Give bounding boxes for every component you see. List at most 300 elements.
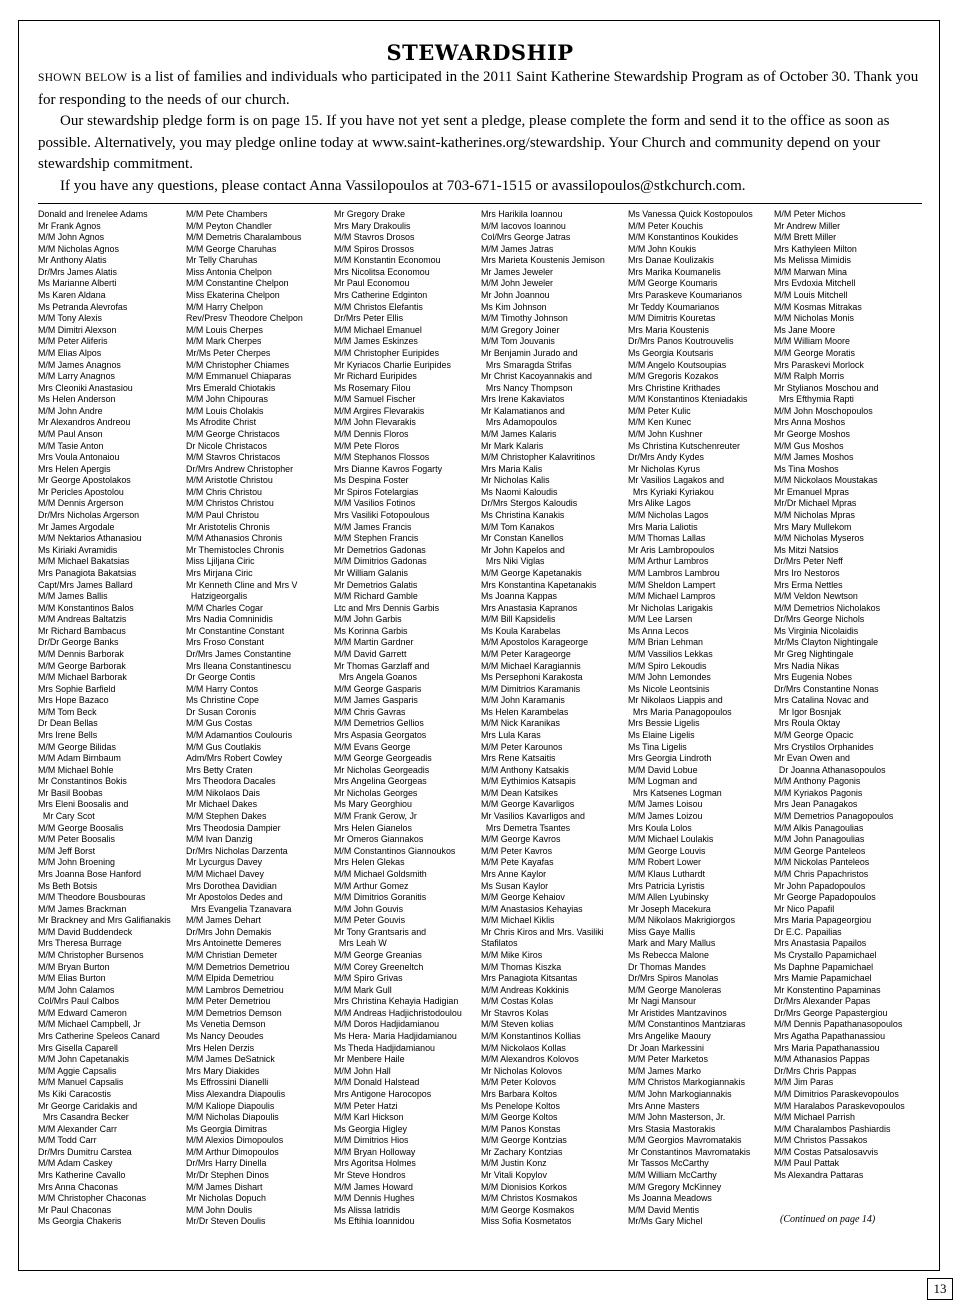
donor-name: M/M Logman and <box>628 776 698 787</box>
donor-name: M/M David Garrett <box>334 648 407 659</box>
donor-name: Mr Konstentino Papaminas <box>774 984 881 995</box>
donor-name: M/M Christopher Kalavritinos <box>481 452 595 463</box>
donor-name: M/M Theodore Bousbouras <box>38 892 146 903</box>
donor-name: Mr George Papadopoulos <box>774 892 876 903</box>
donor-name: Mr Michael Dakes <box>186 799 258 810</box>
donor-name: Ms Melissa Mimidis <box>774 255 851 266</box>
donor-column-4 <box>481 209 631 1228</box>
donor-name: M/M Demetrios Gellios <box>334 718 424 729</box>
donor-name: M/M Paul Christou <box>186 510 259 521</box>
donor-name: M/M George Koltos <box>481 1112 558 1123</box>
donor-column-6 <box>774 209 924 1182</box>
donor-name: Mr Nicholas Kyrus <box>628 463 701 474</box>
donor-name: Mr Alexandros Andreou <box>38 417 131 428</box>
donor-name: M/M Bryan Burton <box>38 961 110 972</box>
donor-name: Mrs Mary Diakides <box>186 1065 260 1076</box>
intro-line1-rest: is a list of families and individuals who participated in the 2011 Saint Katherine Stewardship Program as of October 30. Thank you for responding to the needs of our church. <box>38 69 919 108</box>
donor-name: Dr/Mrs James Alatis <box>38 266 117 277</box>
donor-name: M/M Pete Chambers <box>186 209 268 219</box>
intro-paragraph-1 <box>38 67 922 111</box>
donor-name: Mr Greg Nightingale <box>774 648 854 659</box>
donor-name: Dr/Mrs Spiros Manolas <box>628 973 719 984</box>
donor-name: Mrs Bessie Ligelis <box>628 718 700 729</box>
donor-name: Dr/Mrs Alexander Papas <box>774 996 871 1007</box>
donor-name: M/M Konstantinos Kteniadakis <box>628 394 748 405</box>
donor-name: Mrs Mary Mullekom <box>774 521 852 532</box>
donor-name: M/M Christos Elefantis <box>334 301 423 312</box>
donor-name: M/M Nicholas Mpras <box>774 510 855 521</box>
donor-name: M/M John Kushner <box>628 428 703 439</box>
donor-name: M/M Louis Cherpes <box>186 324 263 335</box>
donor-name: M/M Steven kolias <box>481 1019 554 1030</box>
donor-name: M/M James Marko <box>628 1065 701 1076</box>
donor-name: Dr/Mrs Chris Pappas <box>774 1065 857 1076</box>
page-title: STEWARDSHIP <box>386 40 574 65</box>
donor-name: M/M Elpida Demetriou <box>186 973 274 984</box>
donor-name: Mrs Theodosia Dampier <box>186 822 281 833</box>
donor-name: M/M Louis Mitchell <box>774 290 848 301</box>
donor-name: M/M Constantine Chelpon <box>186 278 289 289</box>
donor-name: M/M Vassilios Lekkas <box>628 648 713 659</box>
donor-name: Mrs Christine Krithades <box>628 382 721 393</box>
donor-name: M/M Michael Karagiannis <box>481 660 581 671</box>
donor-name: Mrs Maria Papageorgiou <box>774 915 872 926</box>
donor-name: Mrs Koula Lolos <box>628 822 692 833</box>
donor-name: M/M Charalambos Pashiardis <box>774 1123 891 1134</box>
donor-name: M/M Panos Konstas <box>481 1123 561 1134</box>
donor-name: Dr/Mrs Peter Neff <box>774 556 843 567</box>
donor-name: M/M Konstantinos Balos <box>38 602 134 613</box>
donor-name: M/M Todd Carr <box>38 1135 97 1146</box>
donor-name: Mrs Iro Nestoros <box>774 567 840 578</box>
donor-name: Mr Thomas Garzlaff and <box>334 660 430 671</box>
donor-name: Mr James Jeweler <box>481 266 554 277</box>
donor-name: Mr Aristides Mantzavinos <box>628 1007 727 1018</box>
donor-name: M/M Alexandros Kolovos <box>481 1054 579 1065</box>
donor-name: M/M Peter Karounos <box>481 741 563 752</box>
donor-name: Mrs Anne Kaylor <box>481 868 547 879</box>
donor-name: Mr Kalamatianos and <box>481 405 565 416</box>
donor-name: Mrs Harikila Ioannou <box>481 209 563 219</box>
page-number: 13 <box>927 1278 953 1300</box>
donor-name: Mr Gregory Drake <box>334 209 406 219</box>
donor-name: M/M John Masterson, Jr. <box>628 1112 726 1123</box>
donor-name: Ms Elaine Ligelis <box>628 730 695 741</box>
donor-name: M/M Adamantios Coulouris <box>186 730 293 741</box>
donor-name: Mrs Vasiliki Fotopoulous <box>334 510 430 521</box>
donor-name: M/M Dimitrios Karamanis <box>481 683 581 694</box>
donor-name: M/M Argires Flevarakis <box>334 405 425 416</box>
donor-name: Ms Rosemary Filou <box>334 382 411 393</box>
donor-name: M/M George Barborak <box>38 660 126 671</box>
donor-name: Adm/Mrs Robert Cowley <box>186 753 283 764</box>
donor-name: Mr/Ms Clayton Nightingale <box>774 637 879 648</box>
donor-name: Mr Paul Economou <box>334 278 410 289</box>
donor-name: Mrs Crystilos Orphanides <box>774 741 874 752</box>
donor-name: M/M Paul Pattak <box>774 1158 840 1169</box>
donor-name: M/M Richard Gamble <box>334 591 418 602</box>
donor-name: Mrs Hope Bazaco <box>38 695 109 706</box>
donor-name: Mr/Ms Gary Michel <box>628 1216 703 1227</box>
donor-name: M/M Christos Christou <box>186 498 274 509</box>
donor-name: Mr John Papadopoulos <box>774 880 866 891</box>
donor-name: Mr Nico Papafil <box>774 903 835 914</box>
donor-name: M/M George Kehaiov <box>481 892 565 903</box>
donor-name: M/M Dennis Papathanasopoulos <box>774 1019 903 1030</box>
donor-name: Mrs Agatha Papathanassiou <box>774 1031 886 1042</box>
donor-name: M/M Peter Aliferis <box>38 336 108 347</box>
donor-name: M/M Louis Cholakis <box>186 405 264 416</box>
donor-name: Ms Susan Kaylor <box>481 880 549 891</box>
donor-name: Col/Mrs George Jatras <box>481 232 571 243</box>
donor-name: Mrs Angela Goanos <box>334 672 417 683</box>
donor-name: M/M Anthony Katsakis <box>481 764 569 775</box>
donor-name: Ms Jane Moore <box>774 324 836 335</box>
donor-name: M/M John Lemondes <box>628 672 711 683</box>
donor-name: M/M Peter Hatzi <box>334 1100 398 1111</box>
donor-name: M/M Christos Kosmakos <box>481 1193 578 1204</box>
donor-name: M/M Konstantinos Kollias <box>481 1031 581 1042</box>
donor-name: Ms Anna Lecos <box>628 625 689 636</box>
donor-name: Mr George Caridakis and <box>38 1100 138 1111</box>
donor-name: M/M Nickolaos Kollas <box>481 1042 566 1053</box>
donor-name: Mr/Dr Steven Doulis <box>186 1216 266 1227</box>
donor-name: Mrs Froso Constant <box>186 637 264 648</box>
donor-name: Dr Dean Bellas <box>38 718 98 729</box>
donor-name: M/M Alexios Dimopoulos <box>186 1135 284 1146</box>
donor-name: Ltc and Mrs Dennis Garbis <box>334 602 440 613</box>
donor-name: Mrs Maria Kalis <box>481 463 543 474</box>
donor-name: Mrs Christina Kehayia Hadigian <box>334 996 459 1007</box>
donor-name: M/M John Garbis <box>334 614 402 625</box>
donor-name: M/M Dionisios Korkos <box>481 1181 567 1192</box>
donor-name: Mrs Paraskeve Koumarianos <box>628 290 742 301</box>
donor-name: M/M John Gouvis <box>334 903 404 914</box>
donor-name: M/M Brian Lehman <box>628 637 703 648</box>
donor-name: M/M Robert Lower <box>628 857 701 868</box>
donor-name: M/M Michael Parrish <box>774 1112 855 1123</box>
donor-name: Mrs Panagiota Bakatsias <box>38 567 137 578</box>
donor-name: Mrs Alike Lagos <box>628 498 691 509</box>
donor-name: Mrs Niki Viglas <box>481 556 545 567</box>
donor-name: M/M Nickolaos Moustakas <box>774 475 878 486</box>
donor-name: Mr Christ Kacoyannakis and <box>481 371 592 382</box>
donor-name: M/M Dimitris Kouretas <box>628 313 716 324</box>
donor-name: M/M John Capetanakis <box>38 1054 129 1065</box>
donor-name: Dr Joan Markessini <box>628 1042 704 1053</box>
donor-name: Mrs Roula Oktay <box>774 718 841 729</box>
donor-name: Mrs Katherine Cavallo <box>38 1169 126 1180</box>
donor-name: M/M George Kavarligos <box>481 799 575 810</box>
donor-name: M/M George Koumaris <box>628 278 718 289</box>
donor-name: Mr Constantinos Bokis <box>38 776 127 787</box>
donor-name: M/M Christos Markogiannakis <box>628 1077 745 1088</box>
donor-name: Ms Georgia Chakeris <box>38 1216 122 1227</box>
donor-name: M/M Paul Anson <box>38 428 103 439</box>
donor-name: M/M Costas Patsalosavvis <box>774 1146 879 1157</box>
donor-name: Mrs Leah W <box>334 938 387 949</box>
donor-name: M/M John Agnos <box>38 232 105 243</box>
donor-name: Mr Paul Chaconas <box>38 1204 112 1215</box>
donor-name: M/M Christopher Chiames <box>186 359 290 370</box>
donor-name: Dr/Mrs Dumitru Carstea <box>38 1146 132 1157</box>
donor-name: Mrs Nadia Nikas <box>774 660 840 671</box>
donor-name: M/M Tony Alexis <box>38 313 102 324</box>
intro-paragraph-3: If you have any questions, please contact Anna Vassilopoulos at 703-671-1515 or avassilopoulos@stkchurch.com. <box>60 177 746 194</box>
donor-name: M/M Dennis Floros <box>334 428 409 439</box>
donor-name: M/M George Manoleras <box>628 984 722 995</box>
donor-name: M/M Spiro Grivas <box>334 973 403 984</box>
donor-name: Mr John Joannou <box>481 290 550 301</box>
donor-name: Mrs Helen Apergis <box>38 463 111 474</box>
donor-name: Mr Demetrios Gadonas <box>334 544 426 555</box>
donor-name: M/M John Jeweler <box>481 278 554 289</box>
donor-name: Donald and Irenelee Adams <box>38 209 148 219</box>
donor-name: M/M Iacovos Ioannou <box>481 220 566 231</box>
continued-note: (Continued on page 14) <box>780 1214 876 1225</box>
donor-name: M/M Tom Beck <box>38 706 97 717</box>
donor-name: M/M Haralabos Paraskevopoulos <box>774 1100 905 1111</box>
donor-name: M/M Dennis Argerson <box>38 498 124 509</box>
donor-name: M/M Dimitri Alexson <box>38 324 117 335</box>
donor-name: M/M Aristotle Christou <box>186 475 273 486</box>
donor-name: M/M James Kalaris <box>481 428 557 439</box>
donor-name: Mrs Joanna Bose Hanford <box>38 868 142 879</box>
donor-name: M/M Mike Kiros <box>481 950 543 960</box>
donor-name: Mrs Casandra Becker <box>38 1112 129 1123</box>
donor-name: Mrs Sophie Barfield <box>38 683 116 694</box>
donor-name: Mrs Anne Masters <box>628 1100 700 1111</box>
donor-name: Mrs Paraskevi Morlock <box>774 359 864 370</box>
donor-name: M/M David Buddendeck <box>38 926 133 937</box>
donor-name: Ms Kim Johnson <box>481 301 547 312</box>
donor-name: M/M George Christacos <box>186 428 280 439</box>
donor-name: M/M Doros Hadjidamianou <box>334 1019 440 1030</box>
donor-name: Capt/Mrs James Ballard <box>38 579 133 590</box>
donor-name: M/M James Loisou <box>628 799 703 810</box>
donor-name: M/M Ken Kunec <box>628 417 692 428</box>
donor-name: Mr Chris Kiros and Mrs. Vasiliki <box>481 926 604 937</box>
donor-name: Ms Georgia Higley <box>334 1123 407 1134</box>
donor-name: M/M Frank Gerow, Jr <box>334 811 417 822</box>
donor-name: Mr Cary Scot <box>38 811 95 822</box>
donor-name: M/M Michael Barborak <box>38 672 127 683</box>
donor-name: Mrs Maria Koustenis <box>628 324 709 335</box>
donor-name: M/M Christopher Bursenos <box>38 950 144 960</box>
donor-name: M/M Jeff Borst <box>38 845 96 856</box>
donor-name: M/M Michael Loulakis <box>628 834 714 845</box>
donor-name: M/M Michael Davey <box>186 868 264 879</box>
intro-text <box>38 67 922 197</box>
donor-name: Mrs Voula Antonaiou <box>38 452 120 463</box>
donor-name: Mrs Katsenes Logman <box>628 787 722 798</box>
donor-name: M/M George Louvis <box>628 845 706 856</box>
donor-name: M/M Nicholas Diapoulis <box>186 1112 279 1123</box>
donor-name: M/M James Dehart <box>186 915 261 926</box>
donor-name: M/M Demetris Charalambous <box>186 232 302 243</box>
donor-name: M/M Peter Kouchis <box>628 220 703 231</box>
donor-name: M/M Kaliope Diapoulis <box>186 1100 275 1111</box>
donor-name: Dr/Mrs James Constantine <box>186 648 292 659</box>
donor-name: Ms Hera- Maria Hadjidamianou <box>334 1031 457 1042</box>
donor-name: M/M George Kapetanakis <box>481 567 582 578</box>
donor-name: Mrs Demetra Tsantes <box>481 822 571 833</box>
donor-name: M/M Klaus Luthardt <box>628 868 705 879</box>
donor-name: M/M Michael Lampros <box>628 591 716 602</box>
donor-name: M/M Gregory McKinney <box>628 1181 722 1192</box>
donor-name: Mrs Theresa Burrage <box>38 938 122 949</box>
donor-name: M/M Lambros Lambrou <box>628 567 720 578</box>
donor-name: M/M Gus Costas <box>186 718 253 729</box>
donor-name: Ms Effrossini Dianelli <box>186 1077 269 1088</box>
donor-name: Miss Antonia Chelpon <box>186 266 272 277</box>
donor-name: Mrs Emerald Chiotakis <box>186 382 276 393</box>
donor-name: Miss Alexandra Diapoulis <box>186 1088 286 1099</box>
donor-name: Ms Joanna Kappas <box>481 591 557 602</box>
donor-name: M/M George Bilidas <box>38 741 116 752</box>
donor-name: Mrs Antigone Harocopos <box>334 1088 432 1099</box>
donor-name: M/M Chris Papachristos <box>774 868 869 879</box>
donor-name: Dr/Mrs Andy Kydes <box>628 452 704 463</box>
donor-name: Mr Nagi Mansour <box>628 996 697 1007</box>
donor-name: Mr Richard Euripides <box>334 371 417 382</box>
donor-name: M/M Christopher Chaconas <box>38 1193 147 1204</box>
donor-name: Mrs Eleni Boosalis and <box>38 799 129 810</box>
donor-column-5 <box>628 209 778 1228</box>
donor-name: M/M Emmanuel Chiaparas <box>186 371 292 382</box>
donor-name: Hatzigeorgalis <box>186 591 248 602</box>
donor-name: M/M Ivan Danzig <box>186 834 253 845</box>
donor-name: Mrs Rene Katsaitis <box>481 753 556 764</box>
donor-name: Ms Nicole Leontsinis <box>628 683 710 694</box>
donor-name: Mr John Kapelos and <box>481 544 565 555</box>
donor-name: Ms Kiki Caracostis <box>38 1088 111 1099</box>
donor-name: Ms Koula Karabelas <box>481 625 561 636</box>
donor-name: Mr Stavros Kolas <box>481 1007 549 1018</box>
donor-name: M/M David Lobue <box>628 764 698 775</box>
donor-name: Ms Georgia Dimitras <box>186 1123 267 1134</box>
donor-name: M/M Nicholas Monis <box>774 313 854 324</box>
donor-name: Mrs Konstantina Kapetanakis <box>481 579 597 590</box>
donor-name: M/M John Chipouras <box>186 394 268 405</box>
donor-name: Mr Mark Kalaris <box>481 440 544 451</box>
donor-name: M/M Konstantin Economou <box>334 255 441 266</box>
donor-name: Mrs Catherine Speleos Canard <box>38 1031 160 1042</box>
donor-name: M/M John Calamos <box>38 984 115 995</box>
donor-name: Mrs Dianne Kavros Fogarty <box>334 463 443 474</box>
donor-name: Mr James Argodale <box>38 521 115 532</box>
donor-name: M/M George Georgeadis <box>334 753 432 764</box>
donor-name: Mr Anthony Alatis <box>38 255 107 266</box>
donor-name: Mrs Aspasia Georgatos <box>334 730 427 741</box>
donor-name: Mr/Dr Stephen Dinos <box>186 1169 269 1180</box>
donor-name: M/M Peter Kavros <box>481 845 553 856</box>
donor-name: M/M Peter Michos <box>774 209 846 219</box>
donor-name: M/M Karl Hickson <box>334 1112 404 1123</box>
donor-name: Mrs Angelina Georgeas <box>334 776 427 787</box>
donor-name: M/M Georgios Mavromatakis <box>628 1135 742 1146</box>
donor-name: M/M Martin Gardner <box>334 637 414 648</box>
donor-name: M/M Peter Demetriou <box>186 996 271 1007</box>
donor-name: Mrs Dorothea Davidian <box>186 880 277 891</box>
donor-name: Dr/Mrs Stergos Kaloudis <box>481 498 578 509</box>
donor-name: M/M Gus Coutlakis <box>186 741 261 752</box>
donor-name: Ms Afrodite Christ <box>186 417 257 428</box>
donor-name: M/M Michael Bohle <box>38 764 114 775</box>
donor-name: Mr Nicholas Kalis <box>481 475 550 486</box>
donor-name: M/M Anthony Pagonis <box>774 776 861 787</box>
donor-name: Ms Daphne Papamichael <box>774 961 874 972</box>
donor-name: M/M George Kavros <box>481 834 561 845</box>
donor-name: Ms Rebecca Malone <box>628 950 709 960</box>
donor-name: M/M Adam Caskey <box>38 1158 113 1169</box>
donor-name: Ms Kiriaki Avramidis <box>38 544 118 555</box>
donor-name: Mrs Nancy Thompson <box>481 382 573 393</box>
donor-name: Dr/Mrs George Papastergiou <box>774 1007 888 1018</box>
donor-name: M/M Peter Boosalis <box>38 834 115 845</box>
donor-name: M/M Nicholas Agnos <box>38 243 119 254</box>
donor-name: M/M Adam Birnbaum <box>38 753 121 764</box>
donor-name: M/M Arthur Dimopoulos <box>186 1146 279 1157</box>
donor-name: Ms Virginia Nicolaidis <box>774 625 859 636</box>
donor-name: Mr Evan Owen and <box>774 753 850 764</box>
donor-name: M/M Samuel Fischer <box>334 394 416 405</box>
donor-name: M/M William Moore <box>774 336 850 347</box>
donor-name: Mr Telly Charuhas <box>186 255 258 266</box>
donor-name: Mr Kyriacos Charlie Euripides <box>334 359 451 370</box>
donor-name: Mrs Anna Moshos <box>774 417 846 428</box>
donor-name: Ms Helen Anderson <box>38 394 116 405</box>
donor-name: M/M Brett Miller <box>774 232 837 243</box>
donor-name: M/M John Hall <box>334 1065 391 1076</box>
donor-name: Mrs Kyriaki Kyriakou <box>628 486 714 497</box>
donor-name: M/M John Moschopoulos <box>774 405 873 416</box>
donor-name: M/M Eythimios Katsapis <box>481 776 576 787</box>
donor-name: M/M Elias Alpos <box>38 347 102 358</box>
donor-name: Mr Igor Bosnjak <box>774 706 842 717</box>
donor-name: Mrs Georgia Lindroth <box>628 753 712 764</box>
donor-name: M/M James Moshos <box>774 452 854 463</box>
donor-name: M/M Nektarios Athanasiou <box>38 533 142 544</box>
donor-name: M/M Justin Konz <box>481 1158 547 1169</box>
donor-name: Mr Nicholas Larigakis <box>628 602 713 613</box>
donor-name: Mr Spiros Fotelargias <box>334 486 419 497</box>
donor-name: M/M Nikolaos Makrigiorgos <box>628 915 736 926</box>
donor-name: M/M Lee Larsen <box>628 614 693 625</box>
donor-name: Mr Tassos McCarthy <box>628 1158 709 1169</box>
donor-name: M/M George Kosmakos <box>481 1204 575 1215</box>
donor-name: M/M Arthur Lambros <box>628 556 709 567</box>
donor-name: Miss Gaye Mallis <box>628 926 696 937</box>
donor-name: Mrs Erma Nettles <box>774 579 843 590</box>
donor-name: M/M Manuel Capsalis <box>38 1077 124 1088</box>
donor-name: M/M John Karamanis <box>481 695 565 706</box>
donor-name: M/M Mark Cherpes <box>186 336 262 347</box>
donor-name: Mr Constantine Constant <box>186 625 285 636</box>
donor-name: Mr Lycurgus Davey <box>186 857 263 868</box>
donor-name: Miss Sofia Kosmetatos <box>481 1216 572 1227</box>
donor-name: Dr Susan Coronis <box>186 706 257 717</box>
donor-name: M/M Nikolaos Dais <box>186 787 260 798</box>
donor-name: M/M Timothy Johnson <box>481 313 568 324</box>
donor-name: M/M John Flevarakis <box>334 417 416 428</box>
donor-name: Dr/Mrs Nicholas Argerson <box>38 510 140 521</box>
donor-name: Mrs Nadia Comninidis <box>186 614 273 625</box>
donor-name: M/M James Brackman <box>38 903 127 914</box>
donor-name: M/M Michael Campbell, Jr <box>38 1019 141 1030</box>
donor-name: M/M Athanasios Chronis <box>186 533 283 544</box>
donor-name: M/M Pete Floros <box>334 440 400 451</box>
